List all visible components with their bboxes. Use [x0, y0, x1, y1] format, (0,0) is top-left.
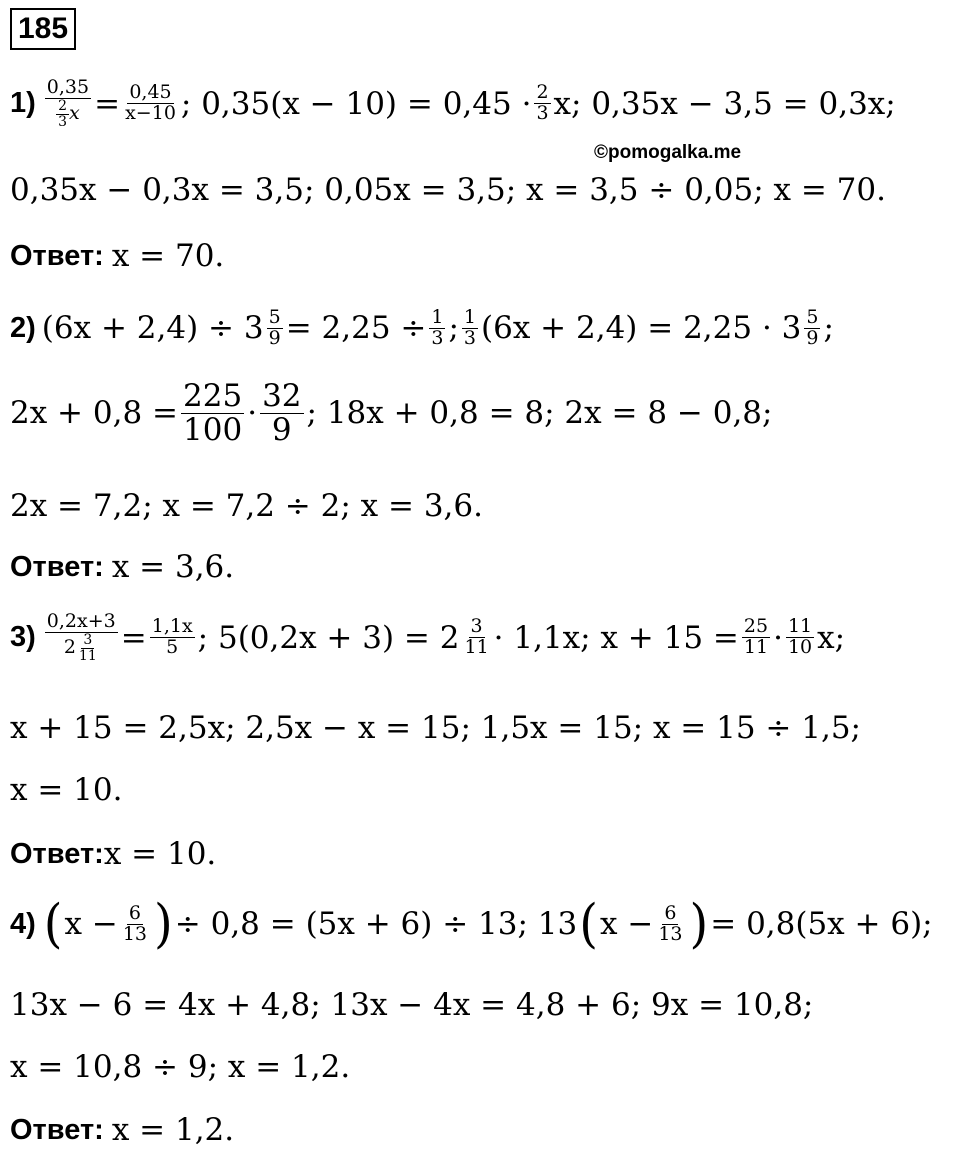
answer-label: Ответ: [10, 837, 104, 870]
part1-label: 1) [10, 87, 36, 120]
watermark: ©pomogalka.me [594, 142, 742, 163]
fraction: $\frac{11}{10}$ [787, 615, 813, 659]
part4-answer: Ответ: x = 1,2. [10, 1112, 235, 1148]
part1-answer: Ответ: x = 70. [10, 238, 225, 274]
part2-line2: 2x + 0,8 = $\frac{225}{100}$ · $\frac{32}{9}$ ; 18x + 0,8 = 8; 2x = 8 − 0,8; [10, 378, 773, 448]
part3-line2: x + 15 = 2,5x; 2,5x − x = 15; 1,5x = 15; x = 15 ÷ 1,5; [10, 710, 862, 746]
fraction: 0,35 $\frac{2}{3}$ x [46, 76, 90, 130]
fraction: $\frac{0,45}{x-10}$ [125, 81, 176, 125]
fraction: $\frac{225}{100}$ [183, 378, 243, 448]
part2-line1: 2) (6x + 2,4) ÷ 3 $\frac{5}{9}$ = 2,25 ÷ $\frac{1}{3}$ ; $\frac{1}{3}$ (6x + 2,4) = 2,25 · 3 $\frac{5}{9}$ ; [10, 306, 834, 349]
part1-line2: 0,35x − 0,3x = 3,5; 0,05x = 3,5; x = 3,5 ÷ 0,05; x = 70. [10, 172, 886, 208]
fraction: $\frac{25}{11}$ [743, 615, 769, 659]
part3-line1: 3) 0,2x+3 2 $\frac{3}{11}$ = $\frac{1,1x}{5}$ ; 5(0,2x + 3) = 2 $\frac{3}{11}$ · 1,1x; x + 15 = $\frac{25}{11}$ · $\frac{11}{10}$ x; [10, 610, 846, 664]
part4-label: 4) [10, 907, 36, 940]
answer-label: Ответ: [10, 239, 104, 272]
fraction: $\frac{5}{9}$ [268, 306, 281, 349]
part2-answer: Ответ: x = 3,6. [10, 549, 235, 585]
answer-label: Ответ: [10, 550, 104, 583]
fraction: $\frac{32}{9}$ [262, 378, 302, 448]
part4-line1: 4) ( x − $\frac{6}{13}$ ) ÷ 0,8 = (5x + 6) ÷ 13; 13 ( x − $\frac{6}{13}$ ) = 0,8(5x + 6); [10, 893, 933, 955]
fraction: $\frac{3}{11}$ [464, 615, 489, 659]
fraction: $\frac{5}{9}$ [806, 306, 819, 349]
fraction: 0,2x+3 2 $\frac{3}{11}$ [46, 610, 116, 664]
fraction: $\frac{6}{13}$ [122, 901, 148, 945]
part3-label: 3) [10, 621, 36, 654]
part3-answer: Ответ: x = 10. [10, 836, 217, 872]
part2-label: 2) [10, 311, 36, 344]
part2-line3: 2x = 7,2; x = 7,2 ÷ 2; x = 3,6. [10, 488, 483, 524]
fraction: $\frac{2}{3}$ [536, 81, 549, 125]
part4-line2: 13x − 6 = 4x + 4,8; 13x − 4x = 4,8 + 6; 9x = 10,8; [10, 987, 814, 1023]
answer-label: Ответ: [10, 1113, 104, 1146]
fraction: $\frac{1}{3}$ [431, 306, 444, 349]
part4-line3: x = 10,8 ÷ 9; x = 1,2. [10, 1049, 351, 1085]
part1-line1: 1) 0,35 $\frac{2}{3}$ x = $\frac{0,45}{x-10}$ ; 0,35(x − 10) = 0,45 · $\frac{2}{3}$ x; 0,35x − 3,5 = 0,3x; [10, 76, 896, 130]
fraction: $\frac{1,1x}{5}$ [151, 615, 193, 659]
part3-line3: x = 10. [10, 772, 123, 808]
fraction: $\frac{6}{13}$ [658, 901, 683, 945]
problem-number: 185 [10, 8, 76, 50]
fraction: $\frac{1}{3}$ [463, 306, 477, 349]
